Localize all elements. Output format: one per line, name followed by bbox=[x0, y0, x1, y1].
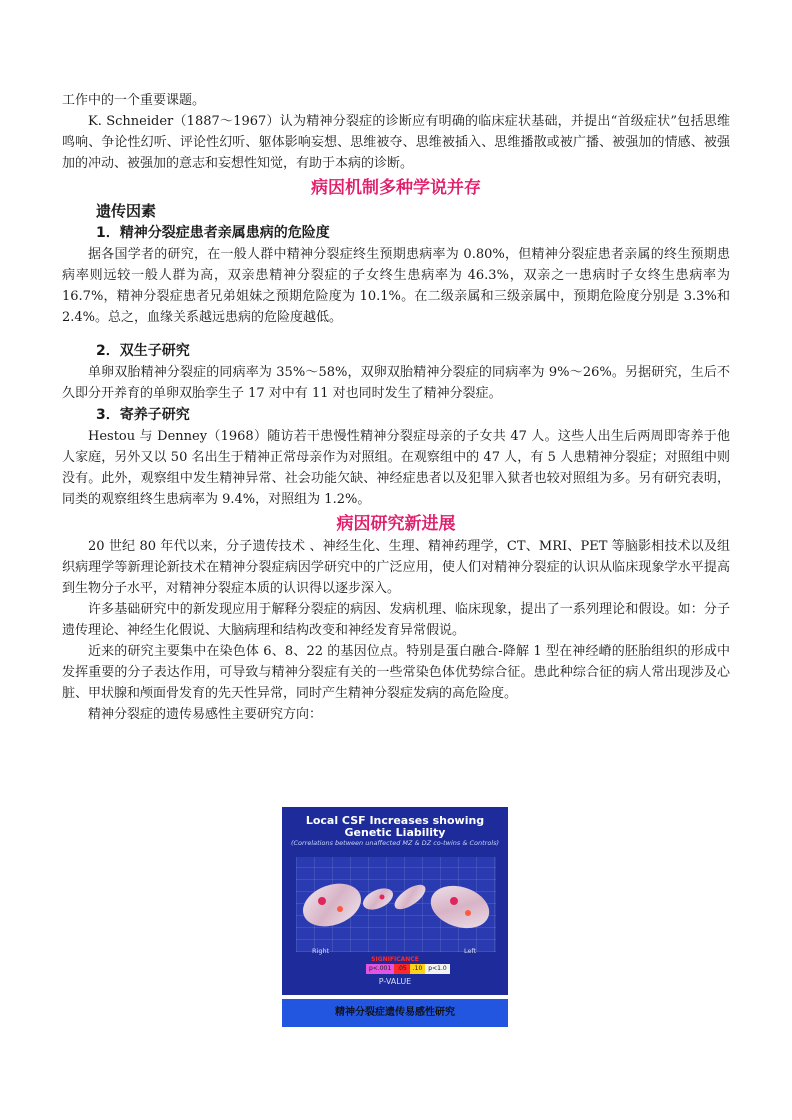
section-title-etiology: 病因机制多种学说并存 bbox=[311, 178, 481, 198]
brain-left-hemisphere-shape bbox=[297, 876, 367, 934]
paragraph-research-direction: 精神分裂症的遗传易感性主要研究方向： bbox=[88, 707, 323, 722]
heading-twin-study: 2．双生子研究 bbox=[96, 343, 190, 359]
brain-right-hemisphere-shape bbox=[425, 879, 494, 936]
significance-spot bbox=[318, 897, 326, 905]
figure-caption: 精神分裂症遗传易感性研究 bbox=[282, 999, 508, 1027]
document-body bbox=[62, 90, 730, 725]
brain-slice-shape bbox=[391, 880, 430, 914]
brain-plot-area bbox=[296, 857, 496, 952]
figure-genetic-liability bbox=[282, 807, 508, 1027]
paragraph-continuation: 工作中的一个重要课题。 bbox=[62, 93, 206, 108]
paragraph-relatives-risk: 据各国学者的研究，在一般人群中精神分裂症终生预期患病率为 0.80%，但精神分裂症患者亲属的终生预期患病率则远较一般人群为高，双亲患精神分裂症的子女终生患病率为 46.3%，双亲之一患病时子女终生患病率为 16.7%，精神分裂症患者兄弟姐妹之预期危险度为 10.1%。在二级亲属和三级亲属中，预期危险度分别是 3.3%和 2.4%。总之，血缘关系越远患病的危险度越低。 bbox=[62, 247, 730, 325]
paragraph-twin-study: 单卵双胎精神分裂症的同病率为 35%～58%，双卵双胎精神分裂症的同病率为 9%～26%。另据研究，生后不久即分开养育的单卵双胎孪生子 17 对中有 11 对也同时发生了精神分裂症。 bbox=[62, 365, 730, 401]
brain-slice-shape bbox=[360, 884, 397, 914]
p-value-label: P-VALUE bbox=[378, 977, 412, 986]
legend-item: p<1.0 bbox=[425, 964, 449, 974]
figure-title-line1: Local CSF Increases showing bbox=[305, 814, 485, 827]
paragraph-schneider: K. Schneider（1887～1967）认为精神分裂症的诊断应有明确的临床症状基础，并提出“首级症状”包括思维鸣响、争论性幻听、评论性幻听、躯体影响妄想、思维被夺、思维被插入、思维播散或被广播、被强加的情感、被强加的冲动、被强加的意志和妄想性知觉，有助于本病的诊断。 bbox=[62, 114, 730, 171]
paragraph-adoption-study: Hestou 与 Denney（1968）随访若干患慢性精神分裂症母亲的子女共 47 人。这些人出生后两周即寄养于他人家庭，另外又以 50 名出生于精神正常母亲作为对照组。在观察组中的 47 人，有 5 人患精神分裂症；对照组中则没有。此外，观察组中发生精神异常、社会功能欠缺、神经症患者以及犯罪入狱者也较对照组为多。另有研究表明，同类的观察组终生患病率为 9.4%，对照组为 1.2%。 bbox=[62, 429, 730, 507]
legend-item: p<.001 bbox=[366, 964, 394, 974]
figure-title bbox=[282, 807, 508, 839]
heading-adoption-study: 3．寄养子研究 bbox=[96, 407, 190, 423]
paragraph-hypotheses: 许多基础研究中的新发现应用于解释分裂症的病因、发病机理、临床现象，提出了一系列理论和假设。如：分子遗传理论、神经生化假说、大脑病理和结构改变和神经发育异常假说。 bbox=[62, 602, 730, 638]
brain-scan-image bbox=[282, 807, 508, 995]
significance-spot bbox=[465, 910, 471, 916]
brain-renderings bbox=[296, 857, 496, 952]
legend-item: .10 bbox=[410, 964, 426, 974]
significance-spot bbox=[450, 897, 458, 905]
paragraph-chromosomes: 近来的研究主要集中在染色体 6、8、22 的基因位点。特别是蛋白融合-降解 1 型在神经嵴的胚胎组织的形成中发挥重要的分子表达作用，可导致与精神分裂症有关的一些常染色体优势综合征。患此种综合征的病人常出现涉及心脏、甲状腺和颅面骨发育的先天性异常，同时产生精神分裂症发病的高危险度。 bbox=[62, 644, 730, 701]
figure-subtitle: (Correlations between unaffected MZ & DZ co-twins & Controls) bbox=[290, 839, 500, 847]
subheading-genetic-factors: 遗传因素 bbox=[96, 202, 157, 220]
figure-title-line2: Genetic Liability bbox=[344, 826, 446, 839]
heading-relatives-risk: 1．精神分裂症患者亲属患病的危险度 bbox=[96, 225, 330, 241]
label-left: Left bbox=[464, 947, 477, 955]
significance-legend bbox=[366, 964, 450, 974]
paragraph-new-tech: 20 世纪 80 年代以来，分子遗传技术 、神经生化、生理、精神药理学，CT、MRI、PET 等脑影相技术以及组织病理学等新理论新技术在精神分裂症病因学研究中的广泛应用，使人们对精神分裂症的认识从临床现象学水平提高到生物分子水平，对精神分裂症本质的认识得以逐步深入。 bbox=[62, 539, 730, 596]
legend-item: .05 bbox=[394, 964, 410, 974]
significance-spot bbox=[337, 906, 343, 912]
section-title-new-progress: 病因研究新进展 bbox=[336, 514, 456, 534]
spacer bbox=[62, 328, 730, 340]
label-right: Right bbox=[312, 947, 330, 955]
significance-spot bbox=[380, 895, 385, 900]
legend-title: SIGNIFICANCE bbox=[371, 956, 419, 963]
